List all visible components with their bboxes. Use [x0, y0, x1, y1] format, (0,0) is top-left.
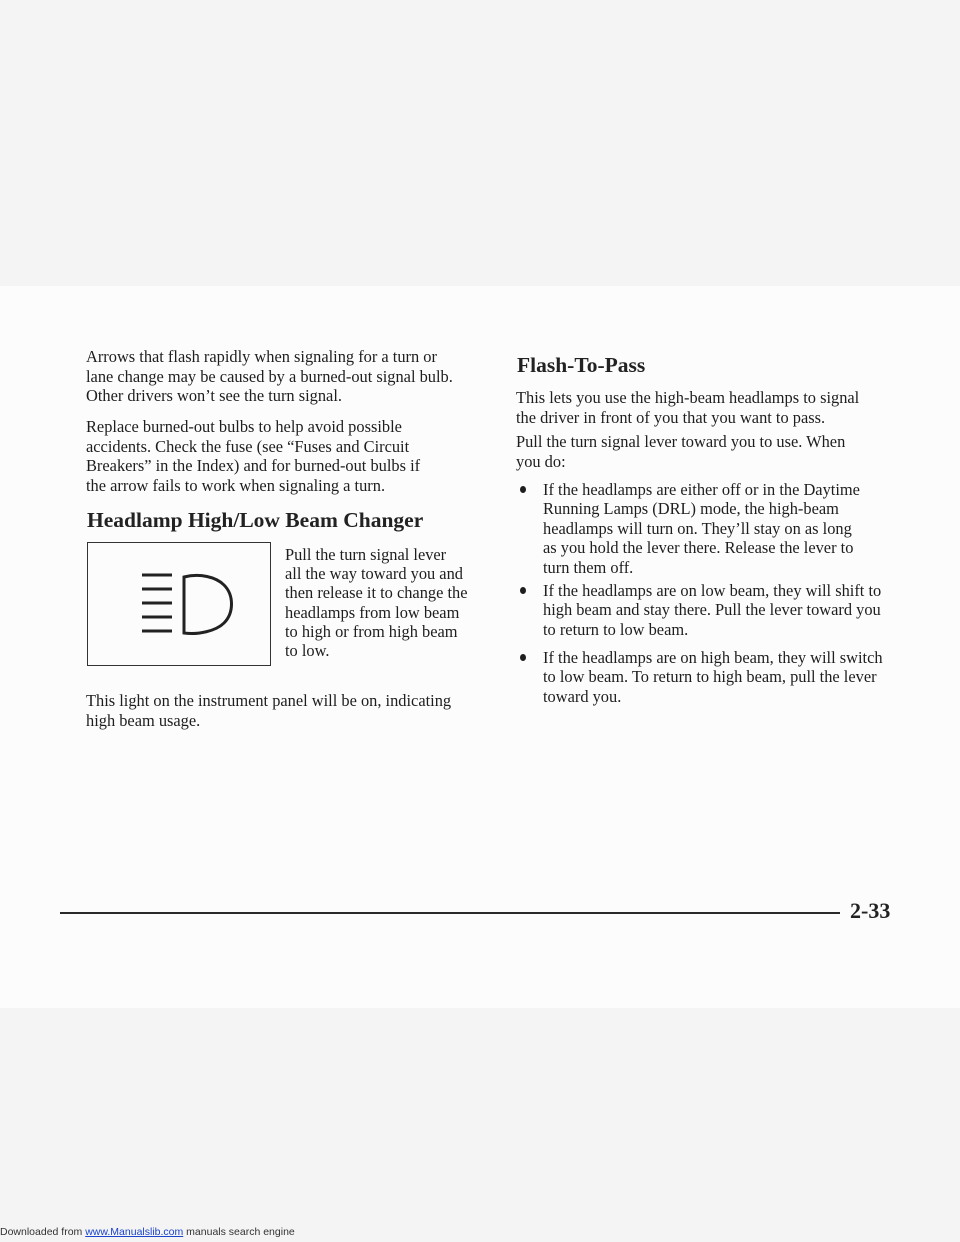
list-item-text: If the headlamps are on low beam, they will shift to high beam and stay there. Pull the lever toward you to return to low beam.	[543, 581, 882, 639]
section-heading-headlamp-beam-changer: Headlamp High/Low Beam Changer	[87, 508, 424, 532]
list-item	[516, 581, 923, 639]
list-item	[516, 648, 923, 706]
right-paragraph-2: Pull the turn signal lever toward you to use. When you do:	[516, 432, 846, 471]
bullet-dot	[520, 587, 526, 594]
left-paragraph-2: Replace burned-out bulbs to help avoid possible accidents. Check the fuse (see “Fuses and Circuit Breakers” in the Index) and for burned-out bulbs if the arrow fails to work when signaling a turn.	[86, 417, 421, 495]
list-item-text: If the headlamps are on high beam, they will switch to low beam. To return to high beam, pull the lever toward you.	[543, 648, 883, 706]
left-paragraph-3: This light on the instrument panel will be on, indicating high beam usage.	[86, 691, 452, 730]
list-item	[516, 480, 923, 577]
icon-caption: Pull the turn signal lever all the way toward you and then release it to change the headlamps from low beam to high or from high beam to low.	[285, 545, 468, 661]
bullet-dot	[520, 486, 526, 493]
footer-rule	[60, 912, 840, 914]
list-item-text: If the headlamps are either off or in the Daytime Running Lamps (DRL) mode, the high-beam headlamps will turn on. They’ll stay on as long as you hold the lever there. Release the lever to turn them off.	[543, 480, 860, 577]
bullet-dot	[520, 654, 526, 661]
top-margin-band	[0, 0, 960, 286]
right-paragraph-1: This lets you use the high-beam headlamps to signal the driver in front of you that you want to pass.	[516, 388, 860, 427]
bottom-margin-band	[0, 1008, 960, 1242]
left-paragraph-1: Arrows that flash rapidly when signaling for a turn or lane change may be caused by a burned-out signal bulb. Other drivers won’t see the turn signal.	[86, 347, 453, 406]
high-beam-icon	[88, 543, 272, 667]
page-number: 2-33	[850, 898, 891, 923]
download-footer: Downloaded from www.Manualslib.com manuals search engine	[0, 1226, 295, 1238]
high-beam-indicator-box	[87, 542, 271, 666]
manualslib-link[interactable]: www.Manualslib.com	[85, 1226, 184, 1238]
section-heading-flash-to-pass: Flash-To-Pass	[517, 353, 646, 377]
